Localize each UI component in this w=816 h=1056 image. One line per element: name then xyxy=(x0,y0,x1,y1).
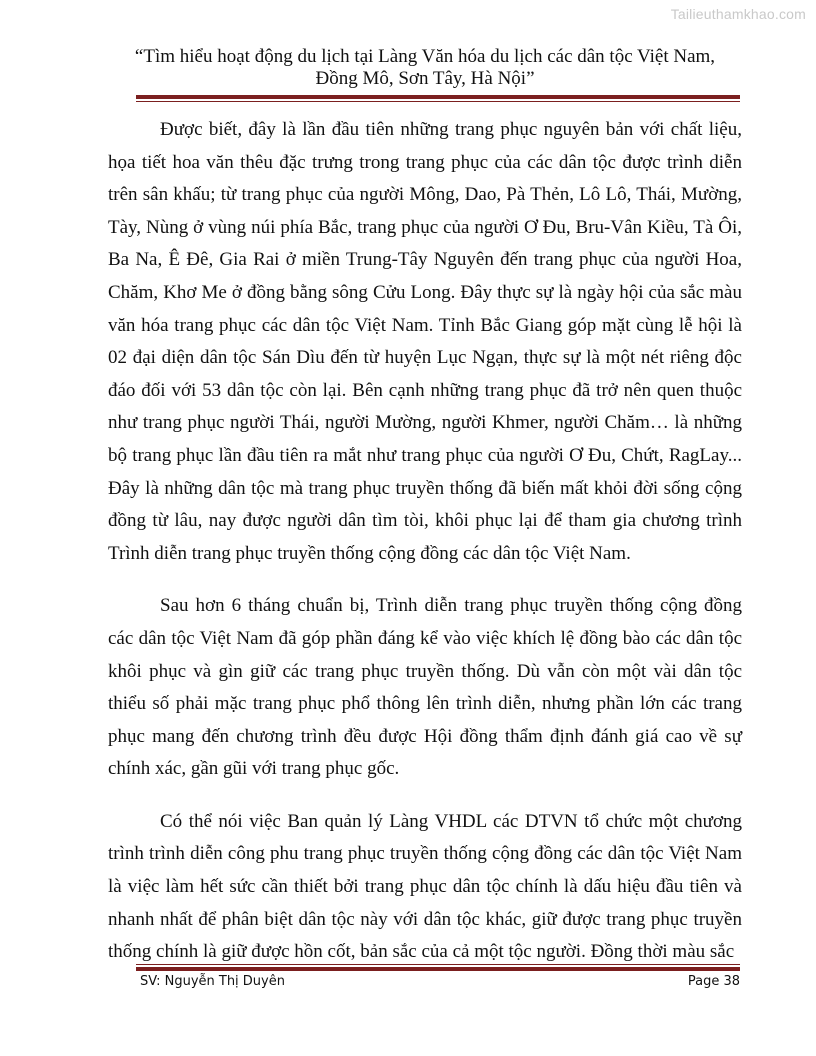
paragraph-2: Sau hơn 6 tháng chuẩn bị, Trình diễn trang phục truyền thống cộng đồng các dân tộc Việt Nam đã góp phần đáng kể vào việc khích lệ đồng bào các dân tộc khôi phục và gìn giữ các trang phục truyền thống. Dù vẫn còn một vài dân tộc thiểu số phải mặc trang phục phổ thông lên trình diễn, nhưng phần lớn các trang phục mang đến chương trình đều được Hội đồng thẩm định đánh giá cao về sự chính xác, gần gũi với trang phục gốc. xyxy=(108,595,742,780)
header-title-line-2: Đồng Mô, Sơn Tây, Hà Nội” xyxy=(315,68,535,89)
footer-author: SV: Nguyễn Thị Duyên xyxy=(140,974,285,989)
page-number: Page 38 xyxy=(687,974,740,989)
paragraph-1: Được biết, đây là lần đầu tiên những trang phục nguyên bản với chất liệu, họa tiết hoa văn thêu đặc trưng trong trang phục của các dân tộc được trình diễn trên sân khấu; từ trang phục của người Mông, Dao, Pà Thẻn, Lô Lô, Thái, Mường, Tày, Nùng ở vùng núi phía Bắc, trang phục của người Ơ Đu, Bru-Vân Kiều, Tà Ôi, Ba Na, Ê Đê, Gia Rai ở miền Trung-Tây Nguyên đến trang phục của người Hoa, Chăm, Khơ Me ở đồng bằng sông Cửu Long. Đây thực sự là ngày hội của sắc màu văn hóa trang phục các dân tộc Việt Nam. Tỉnh Bắc Giang góp mặt cùng lễ hội là 02 đại diện dân tộc Sán Dìu đến từ huyện Lục Ngạn, thực sự là một nét riêng độc đáo đối với 53 dân tộc còn lại. Bên cạnh những trang phục đã trở nên quen thuộc như trang phục người Thái, người Mường, người Khmer, người Chăm… là những bộ trang phục lần đầu tiên ra mắt như trang phục của người Ơ Đu, Chứt, RagLay... Đây là những dân tộc mà trang phục truyền thống đã biến mất khỏi đời sống cộng đồng từ lâu, nay được người dân tìm tòi, khôi phục lại để tham gia chương trình Trình diễn trang phục truyền thống cộng đồng các dân tộc Việt Nam. xyxy=(108,119,742,564)
body-text xyxy=(108,114,742,989)
paragraph-3: Có thể nói việc Ban quản lý Làng VHDL các DTVN tổ chức một chương trình trình diễn công phu trang phục truyền thống cộng đồng các dân tộc Việt Nam là việc làm hết sức cần thiết bởi trang phục dân tộc chính là dấu hiệu đầu tiên và nhanh nhất để phân biệt dân tộc này với dân tộc khác, giữ được trang phục truyền thống chính là giữ được hồn cốt, bản sắc của cả một tộc người. Đồng thời màu sắc xyxy=(108,810,742,963)
page-footer xyxy=(140,974,740,989)
page-header xyxy=(108,46,742,90)
footer-divider xyxy=(136,964,740,971)
header-divider xyxy=(136,95,740,102)
watermark: Tailieuthamkhao.com xyxy=(670,6,806,22)
header-title-line-1: “Tìm hiểu hoạt động du lịch tại Làng Văn hóa du lịch các dân tộc Việt Nam, xyxy=(134,46,716,67)
